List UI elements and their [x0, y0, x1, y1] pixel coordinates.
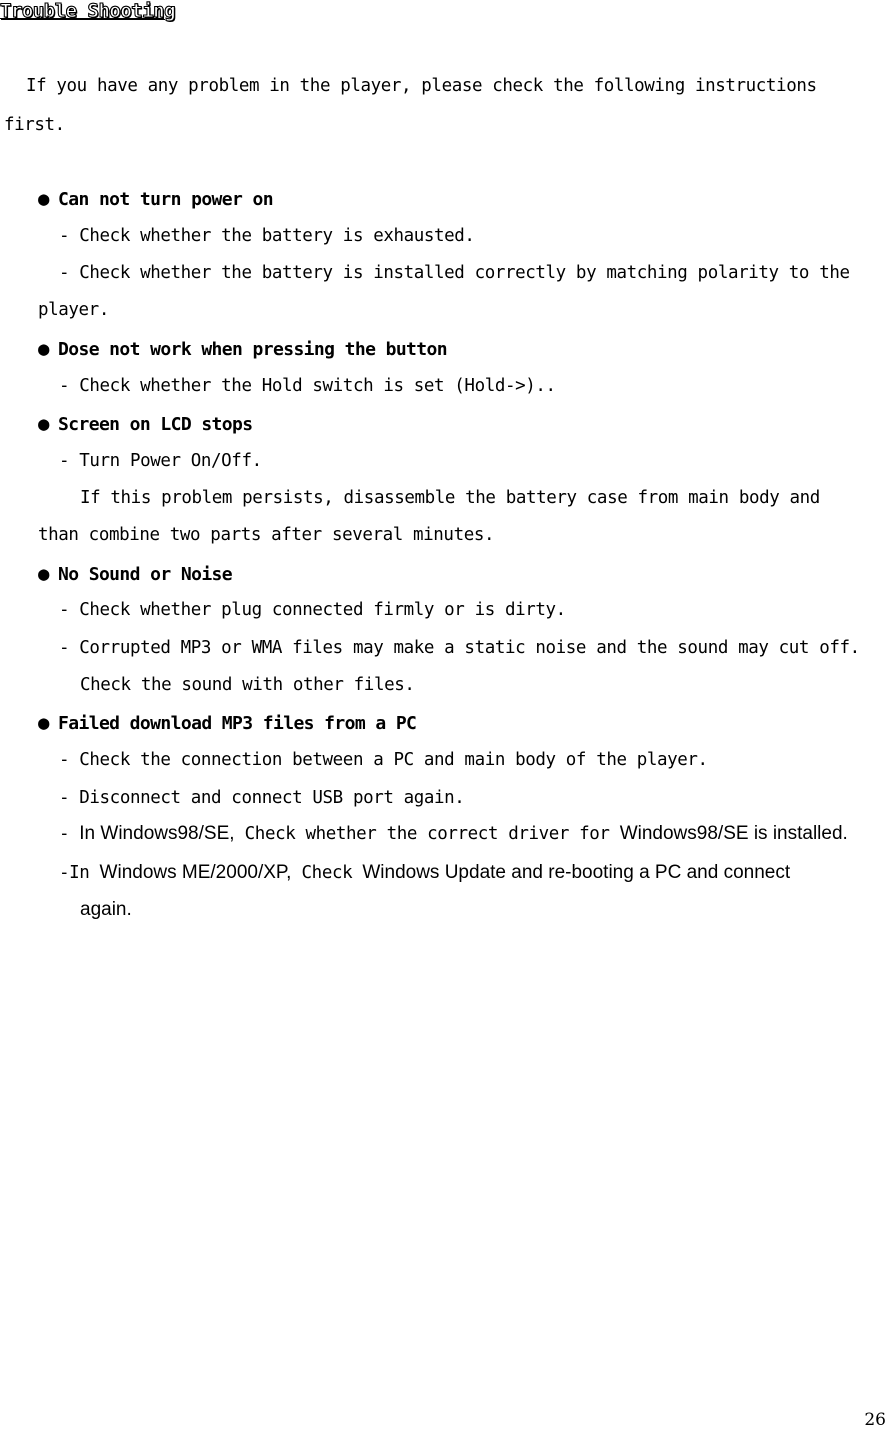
section-line-again: again.: [80, 899, 132, 920]
section-line: - Corrupted MP3 or WMA files may make a static noise and the sound may cut off.: [59, 638, 860, 658]
bullet-icon: ●: [38, 563, 49, 585]
section-line-windows98: [59, 824, 848, 844]
bullet-icon: ●: [38, 338, 49, 360]
section-line: - Check whether plug connected firmly or is dirty.: [59, 600, 566, 620]
heading-text: Dose not work when pressing the button: [58, 339, 448, 360]
heading-text: Screen on LCD stops: [58, 414, 253, 435]
section-line: - Check the connection between a PC and main body of the player.: [59, 750, 708, 770]
dash-in: -In: [59, 863, 100, 883]
page-number: 26: [864, 1410, 886, 1430]
section-line: player.: [38, 300, 109, 320]
bullet-icon: ●: [38, 712, 49, 734]
section-line: - Check whether the battery is exhausted.: [59, 226, 475, 246]
intro-line-1: If you have any problem in the player, please check the following instructions: [26, 76, 817, 96]
section-line: If this problem persists, disassemble the battery case from main body and: [80, 488, 820, 508]
bullet-icon: ●: [38, 188, 49, 210]
section-line: - Disconnect and connect USB port again.: [59, 788, 465, 808]
windows98-text: In Windows98/SE,: [79, 823, 235, 844]
bullet-icon: ●: [38, 413, 49, 435]
page-title: Trouble Shooting: [0, 0, 176, 22]
windows98-installed-text: Windows98/SE is installed.: [619, 823, 848, 844]
heading-text: Can not turn power on: [58, 189, 273, 210]
section-line: - Turn Power On/Off.: [59, 451, 262, 471]
check-text: Check: [291, 863, 363, 883]
section-line: - Check whether the Hold switch is set (Hold->)..: [59, 376, 556, 396]
heading-text: Failed download MP3 files from a PC: [58, 713, 417, 734]
section-heading-sound: [38, 563, 232, 586]
section-line-windowsme: [59, 863, 790, 883]
windows-update-text: Windows Update and re-booting a PC and connect: [362, 862, 791, 883]
section-line: - Check whether the battery is installed correctly by matching polarity to the: [59, 263, 850, 283]
section-line: than combine two parts after several minutes.: [38, 525, 495, 545]
section-line: Check the sound with other files.: [80, 675, 415, 695]
dash: -: [59, 824, 80, 844]
windowsme-text: Windows ME/2000/XP,: [99, 862, 292, 883]
check-text: Check whether the correct driver for: [234, 824, 620, 844]
section-heading-download: [38, 712, 416, 735]
section-heading-power: [38, 188, 273, 211]
heading-text: No Sound or Noise: [58, 564, 233, 585]
intro-line-2: first.: [4, 115, 65, 135]
section-heading-lcd: [38, 413, 253, 436]
section-heading-button: [38, 338, 447, 361]
